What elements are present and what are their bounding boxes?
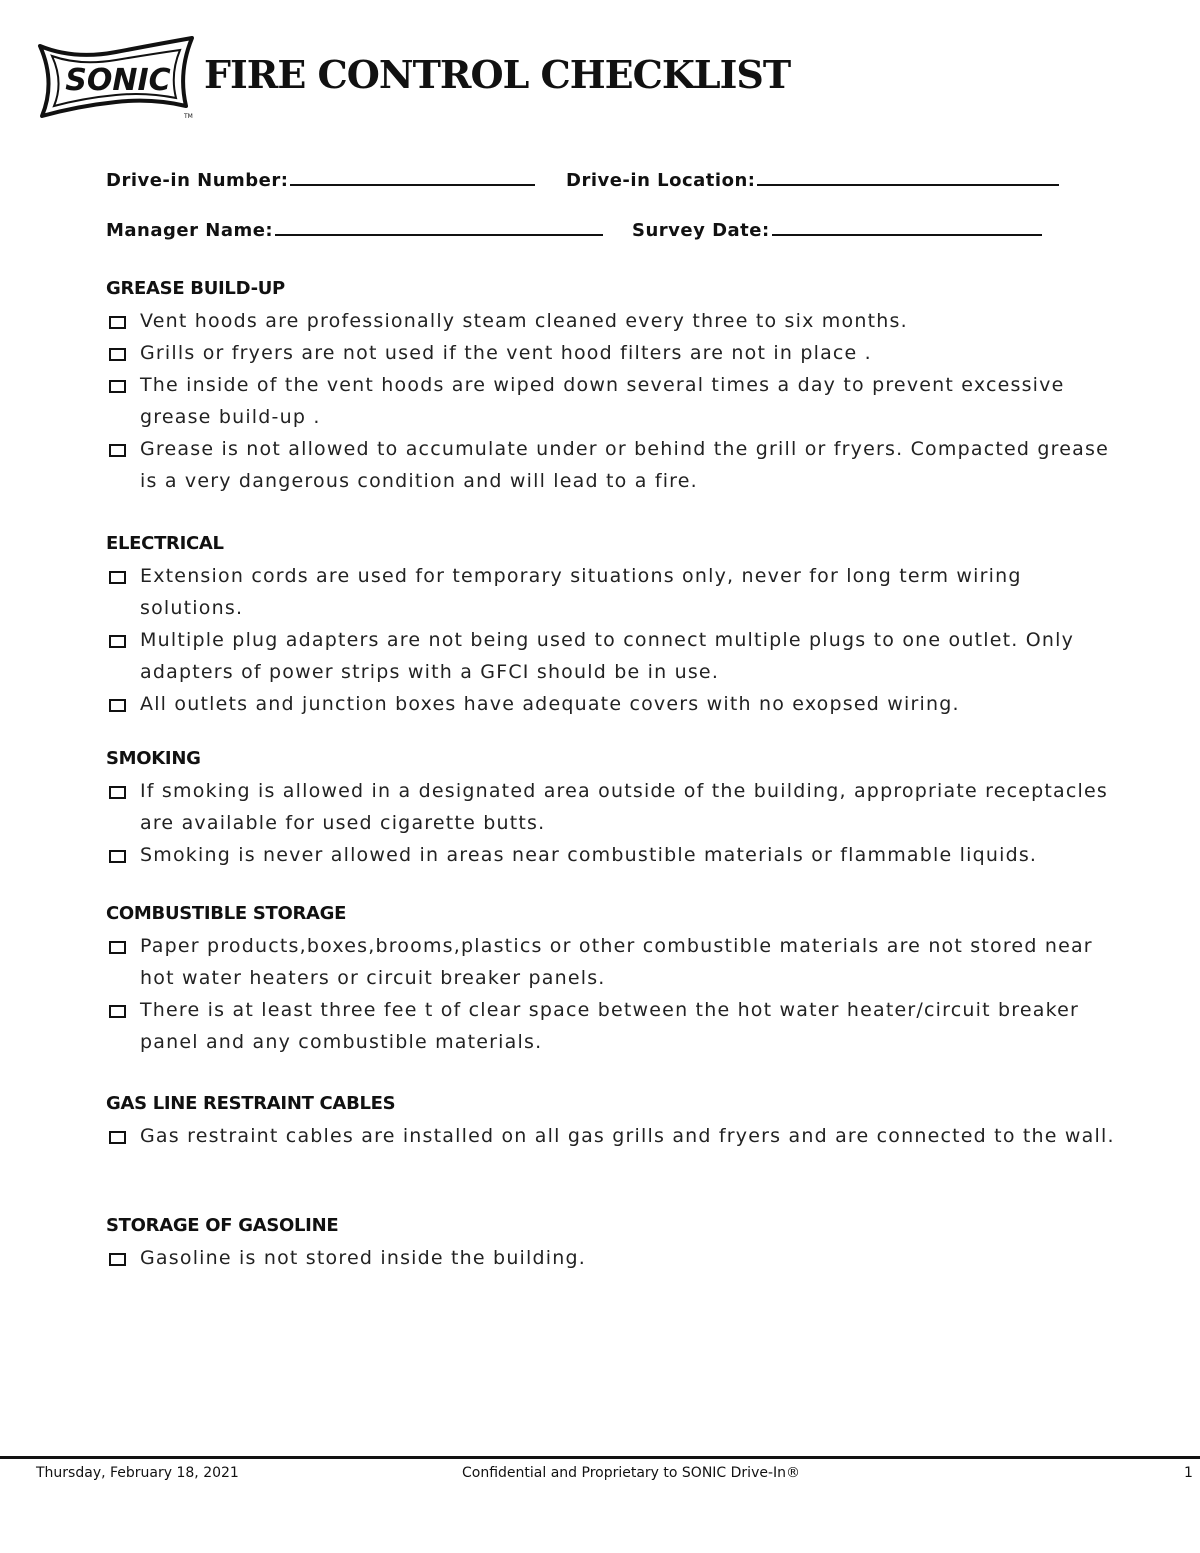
footer-page-number: 1 — [1184, 1465, 1193, 1481]
item-text: There is at least three fee t of clear space between the hot water heater/circuit breaker panel and any combustible materials. — [140, 999, 1080, 1053]
checklist-item — [106, 688, 1116, 720]
checklist-item — [106, 433, 1116, 497]
manager-name-label: Manager Name: — [106, 220, 274, 241]
footer-date: Thursday, February 18, 2021 — [36, 1465, 239, 1481]
page-title: FIRE CONTROL CHECKLIST — [204, 52, 791, 97]
checkbox[interactable] — [109, 316, 126, 329]
checkbox[interactable] — [109, 571, 126, 584]
checklist-item — [106, 1242, 1116, 1274]
section-smoking — [106, 748, 1116, 871]
section-heading: GAS LINE RESTRAINT CABLES — [106, 1093, 396, 1114]
checkbox[interactable] — [109, 941, 126, 954]
logo-text: SONIC — [65, 63, 171, 98]
item-text: Extension cords are used for temporary situations only, never for long term wiring solutions. — [140, 565, 1022, 619]
checklist-item — [106, 624, 1116, 688]
checklist-item — [106, 994, 1116, 1058]
page-header — [34, 30, 1134, 125]
item-text: Multiple plug adapters are not being used to connect multiple plugs to one outlet. Only adapters of power strips with a GFCI should be in use. — [140, 629, 1075, 683]
item-text: Grease is not allowed to accumulate under or behind the grill or fryers. Compacted grease is a very dangerous condition and will lead to a fire. — [140, 438, 1109, 492]
form-fields — [106, 168, 1106, 268]
checklist-item — [106, 369, 1116, 433]
drive-in-number-field[interactable] — [106, 168, 535, 191]
section-grease-build-up — [106, 278, 1116, 497]
checkbox[interactable] — [109, 635, 126, 648]
drive-in-location-field[interactable] — [566, 168, 1059, 191]
survey-date-field[interactable] — [632, 218, 1042, 241]
checklist-item — [106, 1120, 1116, 1152]
section-electrical — [106, 533, 1116, 720]
item-text: Paper products,boxes,brooms,plastics or other combustible materials are not stored near hot water heaters or circuit breaker panels. — [140, 935, 1093, 989]
checkbox[interactable] — [109, 786, 126, 799]
survey-date-label: Survey Date: — [632, 220, 770, 241]
checkbox[interactable] — [109, 699, 126, 712]
checkbox[interactable] — [109, 444, 126, 457]
item-text: Smoking is never allowed in areas near combustible materials or flammable liquids. — [140, 844, 1038, 866]
drive-in-location-label: Drive-in Location: — [566, 170, 756, 191]
checkbox[interactable] — [109, 380, 126, 393]
checklist-item — [106, 775, 1116, 839]
checkbox[interactable] — [109, 1131, 126, 1144]
footer-confidential: Confidential and Proprietary to SONIC Drive-In® — [462, 1465, 801, 1481]
checklist-item — [106, 839, 1116, 871]
checklist-item — [106, 560, 1116, 624]
section-gas-line-restraint-cables — [106, 1093, 1116, 1152]
item-text: The inside of the vent hoods are wiped down several times a day to prevent excessive grease build-up . — [140, 374, 1065, 428]
item-text: Gasoline is not stored inside the building. — [140, 1247, 586, 1269]
manager-name-field[interactable] — [106, 218, 603, 241]
section-storage-of-gasoline — [106, 1215, 1116, 1274]
item-text: All outlets and junction boxes have adequate covers with no exopsed wiring. — [140, 693, 960, 715]
checkbox[interactable] — [109, 1253, 126, 1266]
section-combustible-storage — [106, 903, 1116, 1058]
sonic-logo — [34, 32, 198, 120]
section-heading: ELECTRICAL — [106, 533, 224, 554]
svg-text:TM: TM — [184, 113, 193, 120]
checkbox[interactable] — [109, 850, 126, 863]
checklist-item — [106, 930, 1116, 994]
drive-in-number-label: Drive-in Number: — [106, 170, 289, 191]
checkbox[interactable] — [109, 1005, 126, 1018]
section-heading: COMBUSTIBLE STORAGE — [106, 903, 347, 924]
item-text: If smoking is allowed in a designated area outside of the building, appropriate receptacles are available for used cigarette butts. — [140, 780, 1109, 834]
item-text: Gas restraint cables are installed on all gas grills and fryers and are connected to the wall. — [140, 1125, 1115, 1147]
checklist-item — [106, 337, 1116, 369]
checkbox[interactable] — [109, 348, 126, 361]
item-text: Grills or fryers are not used if the vent hood filters are not in place . — [140, 342, 872, 364]
section-heading: GREASE BUILD-UP — [106, 278, 285, 299]
checklist-item — [106, 305, 1116, 337]
item-text: Vent hoods are professionally steam cleaned every three to six months. — [140, 310, 908, 332]
footer-divider — [0, 1456, 1200, 1459]
section-heading: STORAGE OF GASOLINE — [106, 1215, 339, 1236]
section-heading: SMOKING — [106, 748, 201, 769]
